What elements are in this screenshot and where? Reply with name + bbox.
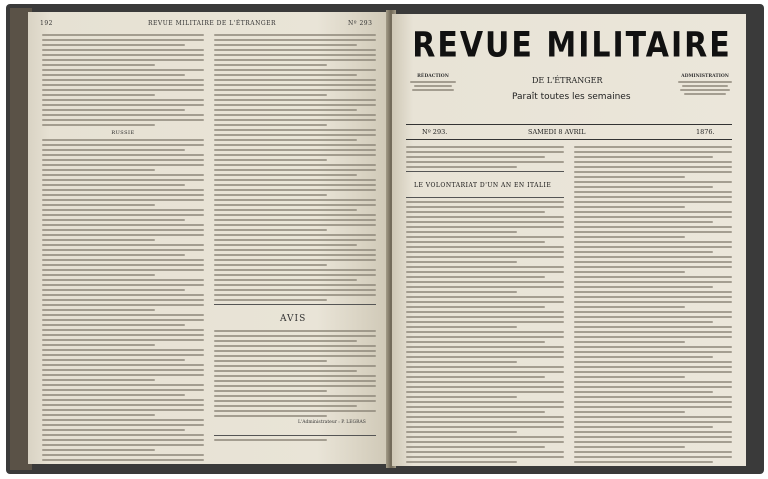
masthead-subtitle: DE L'ÉTRANGER bbox=[532, 76, 603, 85]
left-page-column-2 bbox=[214, 34, 376, 308]
left-running-head-right: Nº 293 bbox=[348, 20, 373, 27]
issue-info-row bbox=[406, 124, 732, 140]
administration-label: ADMINISTRATION bbox=[681, 74, 729, 79]
redaction-block bbox=[406, 74, 460, 93]
left-running-head: REVUE MILITAIRE DE L'ÉTRANGER bbox=[148, 20, 277, 27]
article-title: LE VOLONTARIAT D'UN AN EN ITALIE bbox=[414, 182, 552, 189]
issue-number: Nº 293. bbox=[422, 128, 448, 136]
issue-date: SAMEDI 8 AVRIL bbox=[528, 128, 586, 136]
issue-year: 1876. bbox=[696, 128, 715, 136]
article-column-1 bbox=[406, 194, 564, 466]
masthead-tagline: Paraît toutes les semaines bbox=[512, 92, 631, 102]
avis-signature: L'Administrateur : P. LEGRAS bbox=[298, 420, 366, 425]
avis-body bbox=[214, 330, 376, 420]
avis-heading: AVIS bbox=[280, 314, 307, 324]
redaction-label: RÉDACTION bbox=[417, 74, 449, 79]
right-page bbox=[392, 14, 746, 466]
left-page-number: 192 bbox=[40, 20, 53, 27]
administration-block bbox=[674, 74, 736, 97]
section-russie-heading: RUSSIE bbox=[111, 130, 135, 136]
left-page-footer bbox=[214, 432, 376, 444]
masthead-title: REVUE MILITAIRE bbox=[412, 25, 732, 66]
article-column-2 bbox=[574, 146, 732, 466]
left-page-column-1 bbox=[42, 34, 204, 464]
left-page bbox=[28, 12, 390, 464]
sommaire-block bbox=[406, 146, 564, 175]
